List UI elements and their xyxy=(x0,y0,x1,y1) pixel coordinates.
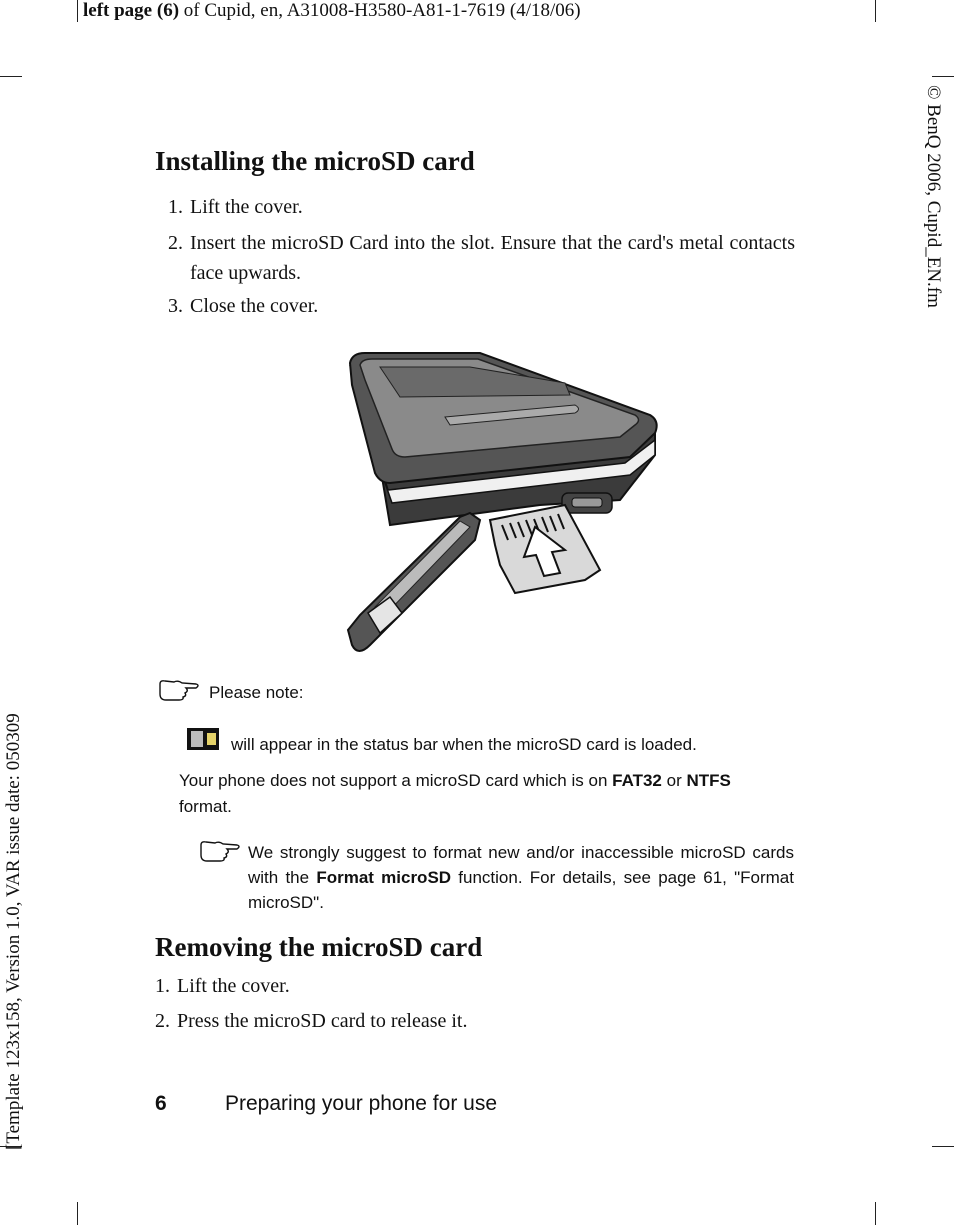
print-header xyxy=(83,0,581,22)
install-step-2: 2. Insert the microSD Card into the slot. Ensure that the card's metal contacts face upwards. xyxy=(168,232,795,284)
phone-screen xyxy=(380,367,570,397)
format-support-note: Your phone does not support a microSD card which is on FAT32 or NTFS format. xyxy=(179,771,731,816)
memory-card-status-icon xyxy=(186,727,220,751)
format-suggestion-note: We strongly suggest to format new and/or inaccessible microSD cards with the Format microSD function. For details, see page 61, "Format microSD". xyxy=(248,843,794,912)
hand-pointer-icon xyxy=(197,839,243,863)
please-note-label: Please note: xyxy=(209,683,304,702)
print-header-info: of Cupid, en, A31008-H3580-A81-1-7619 (4/18/06) xyxy=(179,0,581,21)
print-header-page: left page (6) xyxy=(83,0,180,21)
phone-microsd-illustration xyxy=(330,345,670,660)
template-side-text: [Template 123x158, Version 1.0, VAR issue date: 050309 xyxy=(3,713,24,1150)
format-microsd-label: Format microSD xyxy=(316,868,452,887)
install-step-3: 3. Close the cover. xyxy=(168,295,319,317)
section-title-footer: Preparing your phone for use xyxy=(225,1092,498,1115)
crop-mark xyxy=(77,1202,78,1225)
crop-mark xyxy=(875,1202,876,1225)
crop-mark xyxy=(932,1146,954,1147)
hand-pointer-icon xyxy=(156,678,202,702)
crop-mark xyxy=(77,0,78,22)
install-step-1: 1. Lift the cover. xyxy=(168,196,303,218)
install-title: Installing the microSD card xyxy=(155,146,475,176)
crop-mark xyxy=(875,0,876,22)
crop-mark xyxy=(932,76,954,77)
crop-mark xyxy=(0,76,22,77)
fat32-label: FAT32 xyxy=(612,771,662,790)
remove-step-1: 1. Lift the cover. xyxy=(155,975,290,997)
remove-step-2: 2. Press the microSD card to release it. xyxy=(155,1010,468,1032)
page-number: 6 xyxy=(155,1092,167,1115)
copyright-side-text: © BenQ 2006, Cupid_EN.fm xyxy=(923,85,944,308)
status-icon-note: will appear in the status bar when the microSD card is loaded. xyxy=(231,735,697,754)
ntfs-label: NTFS xyxy=(686,771,731,790)
remove-title: Removing the microSD card xyxy=(155,932,483,962)
